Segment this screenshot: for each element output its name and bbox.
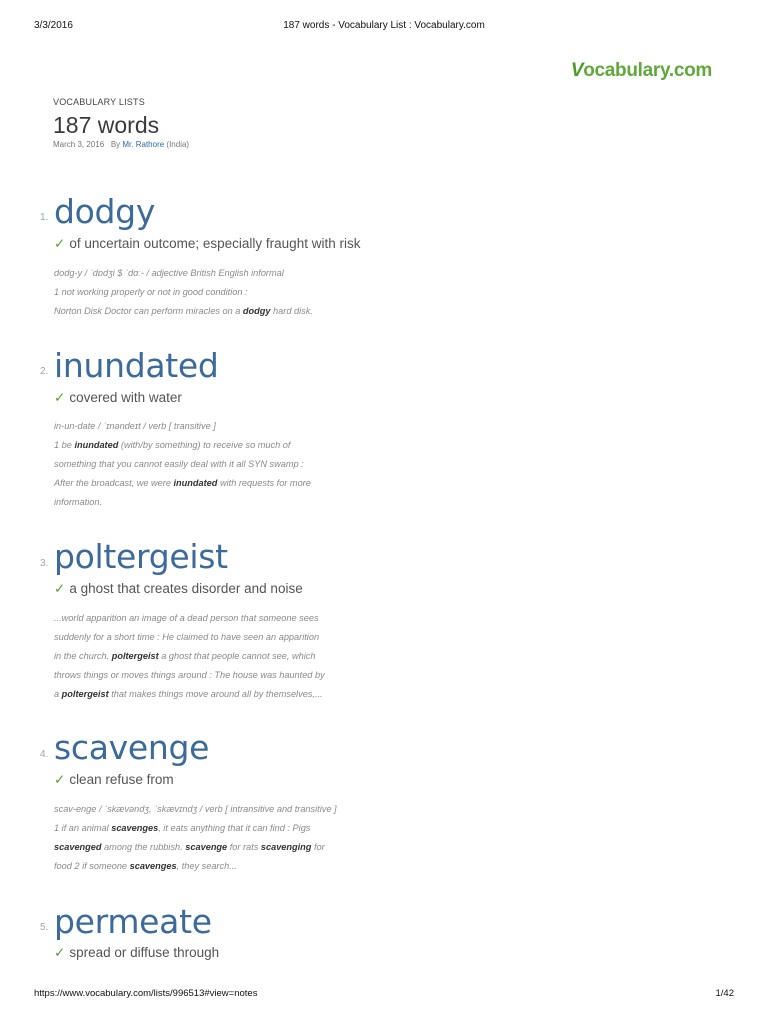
- note-line: [54, 838, 364, 857]
- note-line: [54, 666, 364, 685]
- note-line: [54, 647, 364, 666]
- note-keyword: scavenges: [111, 823, 159, 833]
- note-text: among the rubbish.: [101, 842, 186, 852]
- note-text: something that you cannot easily deal with it all SYN swamp :: [54, 459, 304, 469]
- note-line: [54, 819, 364, 838]
- note-text: for rats: [227, 842, 261, 852]
- entry-word[interactable]: dodgy: [54, 192, 156, 231]
- note-line: [54, 800, 364, 819]
- page-url[interactable]: https://www.vocabulary.com/lists/996513#view=notes: [34, 988, 258, 999]
- entry-definition: [54, 772, 174, 788]
- vocabulary-logo[interactable]: [571, 60, 712, 82]
- note-line: [54, 455, 364, 474]
- note-line: [54, 417, 364, 436]
- definition-text: spread or diffuse through: [69, 945, 220, 960]
- note-text: 1 be: [54, 440, 75, 450]
- note-text: that makes things move around all by themselves,...: [108, 689, 323, 699]
- note-text: suddenly for a short time : He claimed to have seen an apparition: [54, 632, 320, 642]
- note-text: , they search...: [176, 861, 237, 871]
- note-line: [54, 685, 364, 704]
- note-text: food 2 if someone: [54, 861, 130, 871]
- check-icon: ✓: [54, 390, 66, 405]
- entry-definition: [54, 236, 360, 252]
- check-icon: ✓: [54, 581, 66, 596]
- note-text: throws things or moves things around : The house was haunted by: [54, 670, 325, 680]
- note-text: in-un-date / ˈɪnəndeɪt / verb [ transitive ]: [54, 421, 216, 431]
- note-keyword: scavenged: [54, 842, 102, 852]
- note-text: (with/by something) to receive so much of: [118, 440, 291, 450]
- entry-word[interactable]: inundated: [54, 346, 219, 385]
- note-text: Norton Disk Doctor can perform miracles on a: [54, 306, 243, 316]
- logo-text: ocabulary.com: [583, 60, 712, 81]
- note-text: ...world apparition an image of a dead person that someone sees: [54, 613, 319, 623]
- note-text: in the church.: [54, 651, 112, 661]
- page-number: 1/42: [715, 988, 734, 999]
- byline: [53, 140, 189, 149]
- entry-notes: [54, 609, 364, 704]
- entry-number: 1.: [40, 212, 49, 223]
- entry-number: 2.: [40, 366, 49, 377]
- logo-mark: V: [570, 60, 584, 81]
- note-text: , it eats anything that it can find : Pigs: [158, 823, 311, 833]
- entry-notes: [54, 800, 364, 876]
- print-header: [34, 20, 734, 34]
- note-line: [54, 264, 364, 283]
- note-line: [54, 302, 364, 321]
- note-keyword: poltergeist: [61, 689, 109, 699]
- note-text: 1 if an animal: [54, 823, 112, 833]
- note-line: [54, 474, 364, 493]
- note-line: [54, 857, 364, 876]
- entry-notes: [54, 417, 364, 512]
- print-title: 187 words - Vocabulary List : Vocabulary.com: [283, 20, 485, 31]
- print-footer: [34, 988, 734, 1002]
- note-line: [54, 493, 364, 512]
- entry-definition: [54, 390, 182, 406]
- entry-notes: [54, 264, 364, 321]
- definition-text: of uncertain outcome; especially fraught with risk: [69, 236, 361, 251]
- note-text: After the broadcast, we were: [54, 478, 174, 488]
- list-date: March 3, 2016: [53, 140, 105, 149]
- entry-word[interactable]: scavenge: [54, 728, 210, 767]
- entry-number: 3.: [40, 558, 49, 569]
- note-keyword: dodgy: [242, 306, 271, 316]
- note-keyword: scavenging: [260, 842, 312, 852]
- definition-text: clean refuse from: [69, 772, 174, 787]
- author-link[interactable]: Mr. Rathore: [122, 140, 165, 149]
- note-text: scav-enge / ˈskævəndʒ, ˈskævɪndʒ / verb [ intransitive and transitive ]: [54, 804, 337, 814]
- by-label: By: [110, 140, 121, 149]
- note-line: [54, 628, 364, 647]
- check-icon: ✓: [54, 236, 66, 251]
- note-line: [54, 283, 364, 302]
- page-title: 187 words: [53, 112, 160, 138]
- note-text: hard disk.: [270, 306, 313, 316]
- note-line: [54, 609, 364, 628]
- author-location: (India): [166, 140, 190, 149]
- print-date: 3/3/2016: [34, 20, 73, 31]
- check-icon: ✓: [54, 945, 66, 960]
- note-text: information.: [54, 497, 103, 507]
- note-keyword: poltergeist: [111, 651, 159, 661]
- section-label[interactable]: VOCABULARY LISTS: [53, 97, 145, 107]
- note-text: 1 not working properly or not in good condition :: [54, 287, 248, 297]
- definition-text: a ghost that creates disorder and noise: [69, 581, 303, 596]
- entry-word[interactable]: permeate: [54, 902, 212, 941]
- entry-definition: [54, 945, 219, 961]
- definition-text: covered with water: [69, 390, 182, 405]
- note-keyword: scavenge: [185, 842, 228, 852]
- note-keyword: inundated: [74, 440, 119, 450]
- check-icon: ✓: [54, 772, 66, 787]
- note-text: a: [54, 689, 62, 699]
- note-line: [54, 436, 364, 455]
- note-text: a ghost that people cannot see, which: [158, 651, 316, 661]
- note-text: for: [311, 842, 325, 852]
- entry-definition: [54, 581, 303, 597]
- note-keyword: scavenges: [129, 861, 177, 871]
- note-text: with requests for more: [217, 478, 311, 488]
- entry-number: 4.: [40, 749, 49, 760]
- note-text: dodg-y / ˈdɒdʒi $ ˈdɑː- / adjective British English informal: [54, 268, 284, 278]
- note-keyword: inundated: [173, 478, 218, 488]
- entry-number: 5.: [40, 922, 49, 933]
- entry-word[interactable]: poltergeist: [54, 537, 228, 576]
